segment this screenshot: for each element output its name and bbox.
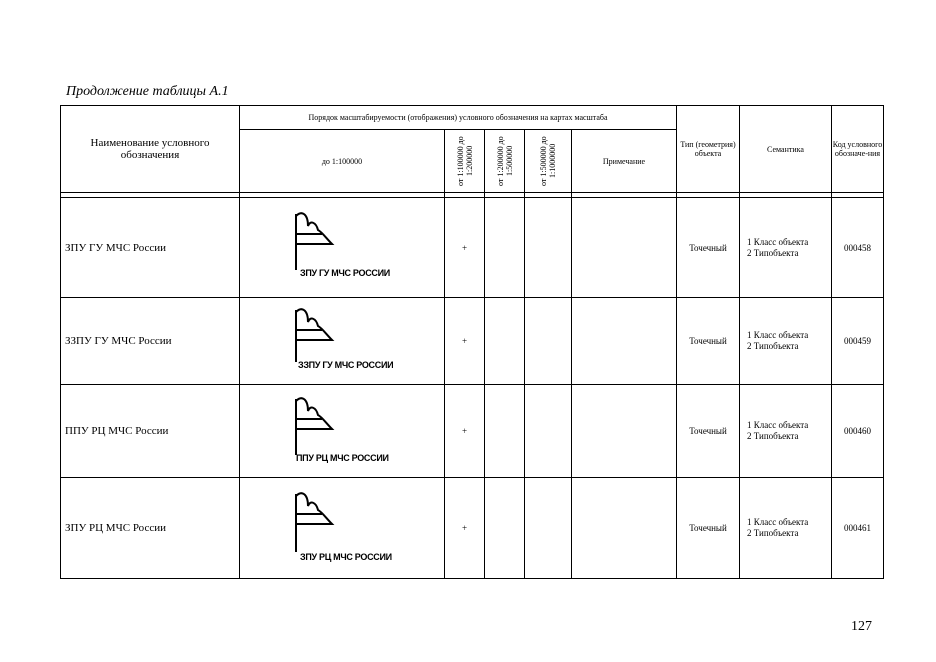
row-semantics	[740, 478, 831, 578]
header-code: Код условного обозначе-ния	[832, 140, 883, 158]
header-semantics: Семантика	[767, 144, 804, 154]
row-code: 000459	[844, 336, 871, 346]
header-name: Наименование условного обозначения	[90, 137, 210, 161]
semantics-line-1: 1 Класс объекта	[747, 517, 809, 527]
symbol-cell	[240, 198, 444, 297]
symbol-label: ППУ РЦ МЧС РОССИИ	[296, 453, 389, 463]
symbol-label: ЗПУ ГУ МЧС РОССИИ	[300, 267, 390, 278]
symbol-label: ЗЗПУ ГУ МЧС РОССИИ	[298, 360, 394, 370]
row-type: Точечный	[689, 426, 727, 436]
row-name: ЗПУ РЦ МЧС России	[65, 522, 166, 534]
symbol-label: ЗПУ РЦ МЧС РОССИИ	[300, 552, 392, 562]
header-scale-200000-cell	[445, 132, 484, 190]
semantics-line-2: 2 Типобъекта	[747, 247, 799, 258]
scale-mark: +	[461, 242, 468, 253]
header-note: Примечание	[602, 156, 646, 166]
semantics-line-1: 1 Класс объекта	[747, 236, 809, 247]
symbol-cell	[240, 478, 444, 578]
row-name: ЗЗПУ ГУ МЧС России	[65, 335, 172, 347]
table-caption: Продолжение таблицы А.1	[66, 84, 229, 99]
header-type: Тип (геометрия) объекта	[680, 140, 736, 158]
row-semantics	[740, 298, 831, 384]
scale-mark: +	[461, 336, 468, 346]
header-scale-100000: до 1:100000	[321, 156, 363, 166]
semantics-line-2: 2 Типобъекта	[747, 528, 799, 538]
row-code: 000461	[844, 523, 871, 533]
symbol-cell	[240, 385, 444, 477]
symbol-cell	[240, 298, 444, 384]
page-number: 127	[851, 619, 872, 634]
row-semantics	[740, 198, 831, 297]
row-code: 000460	[844, 426, 871, 436]
row-type: Точечный	[689, 336, 727, 346]
header-scale-200000: от 1:100000 до 1:200000	[455, 136, 474, 186]
header-scale-group: Порядок масштабируемости (отображения) условного обозначения на картах масштаба	[308, 113, 608, 122]
map-symbol	[282, 208, 402, 288]
row-name: ППУ РЦ МЧС России	[65, 425, 169, 437]
semantics-line-2: 2 Типобъекта	[747, 431, 799, 441]
row-semantics	[740, 385, 831, 477]
header-scale-500000-cell	[485, 132, 524, 190]
header-scale-1000000: от 1:500000 до 1:1000000	[539, 136, 557, 186]
scale-mark: +	[461, 523, 468, 533]
header-scale-1000000-cell	[525, 132, 571, 190]
map-symbol	[282, 306, 402, 376]
map-symbol	[282, 490, 402, 566]
semantics-line-1: 1 Класс объекта	[747, 420, 809, 430]
map-symbol	[282, 395, 402, 467]
semantics-line-2: 2 Типобъекта	[747, 341, 799, 351]
row-type: Точечный	[689, 523, 727, 533]
row-name: ЗПУ ГУ МЧС России	[65, 241, 167, 254]
row-code: 000458	[844, 242, 871, 253]
header-scale-500000: от 1:200000 до 1:500000	[495, 136, 514, 186]
semantics-line-1: 1 Класс объекта	[747, 330, 809, 340]
row-type: Точечный	[689, 242, 727, 253]
scale-mark: +	[461, 426, 468, 436]
